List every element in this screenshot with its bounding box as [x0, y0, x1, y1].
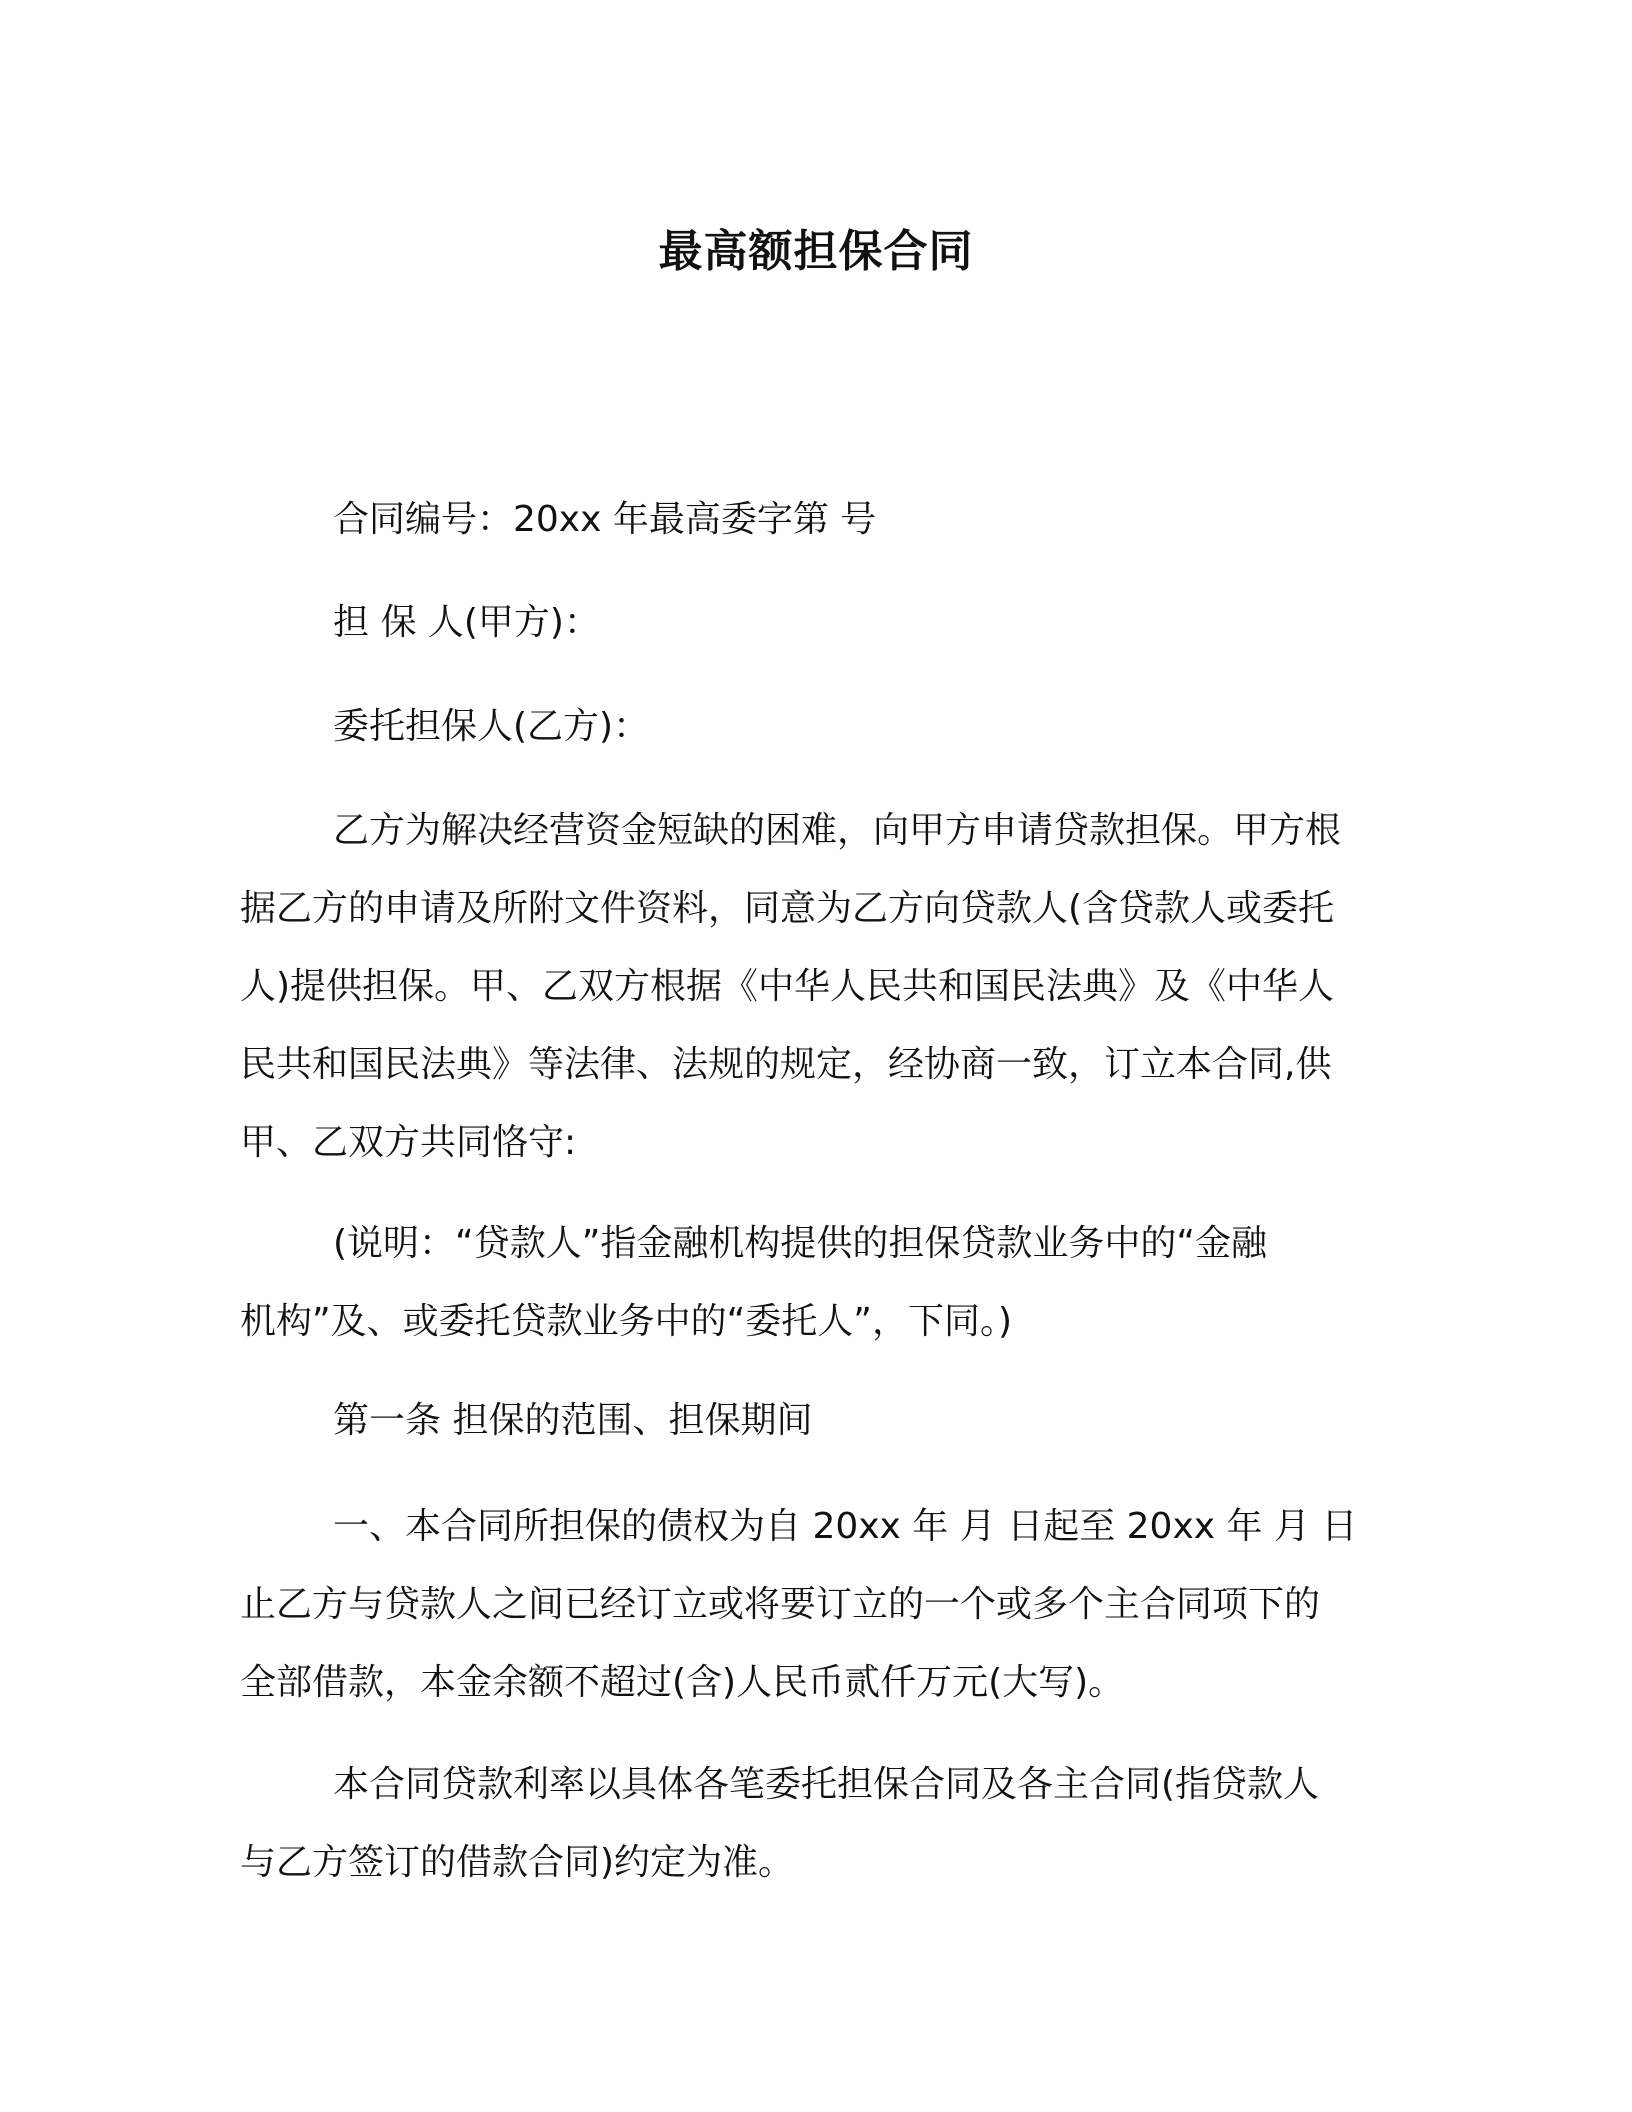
paragraph-line: 止乙方与贷款人之间已经订立或将要订立的一个或多个主合同项下的	[240, 1584, 1321, 1625]
paragraph-line: 人)提供担保。甲、乙双方根据《中华人民共和国民法典》及《中华人	[240, 966, 1335, 1007]
note-paragraph	[240, 1205, 1380, 1361]
paragraph-line: 乙方为解决经营资金短缺的困难，向甲方申请贷款担保。甲方根	[333, 810, 1342, 851]
paragraph-line: 民共和国民法典》等法律、法规的规定，经协商一致，订立本合同,供	[240, 1044, 1332, 1085]
paragraph-line: 全部借款，本金余额不超过(含)人民币贰仟万元(大写)。	[240, 1662, 1125, 1703]
paragraph-line: (说明：“贷款人”指金融机构提供的担保贷款业务中的“金融	[333, 1223, 1267, 1264]
guarantor-party-a: 担 保 人(甲方)：	[333, 602, 600, 643]
paragraph-line: 本合同贷款利率以具体各笔委托担保合同及各主合同(指贷款人	[333, 1764, 1320, 1805]
clause-1-paragraph	[240, 1488, 1380, 1722]
paragraph-line: 机构”及、或委托贷款业务中的“委托人”，下同。)	[240, 1301, 1012, 1342]
contract-number: 合同编号：20xx 年最高委字第 号	[333, 499, 877, 540]
paragraph-line: 一、本合同所担保的债权为自 20xx 年 月 日起至 20xx 年 月 日	[333, 1506, 1358, 1547]
paragraph-line: 甲、乙双方共同恪守:	[240, 1122, 577, 1163]
paragraph-line: 与乙方签订的借款合同)约定为准。	[240, 1842, 795, 1883]
paragraph-line: 据乙方的申请及所附文件资料，同意为乙方向贷款人(含贷款人或委托	[240, 888, 1335, 929]
interest-rate-paragraph	[240, 1746, 1380, 1902]
article-1-heading: 第一条 担保的范围、担保期间	[333, 1400, 813, 1441]
entrusting-guarantor-party-b: 委托担保人(乙方)：	[333, 706, 650, 747]
document-title: 最高额担保合同	[658, 226, 974, 277]
intro-paragraph	[240, 792, 1380, 1182]
